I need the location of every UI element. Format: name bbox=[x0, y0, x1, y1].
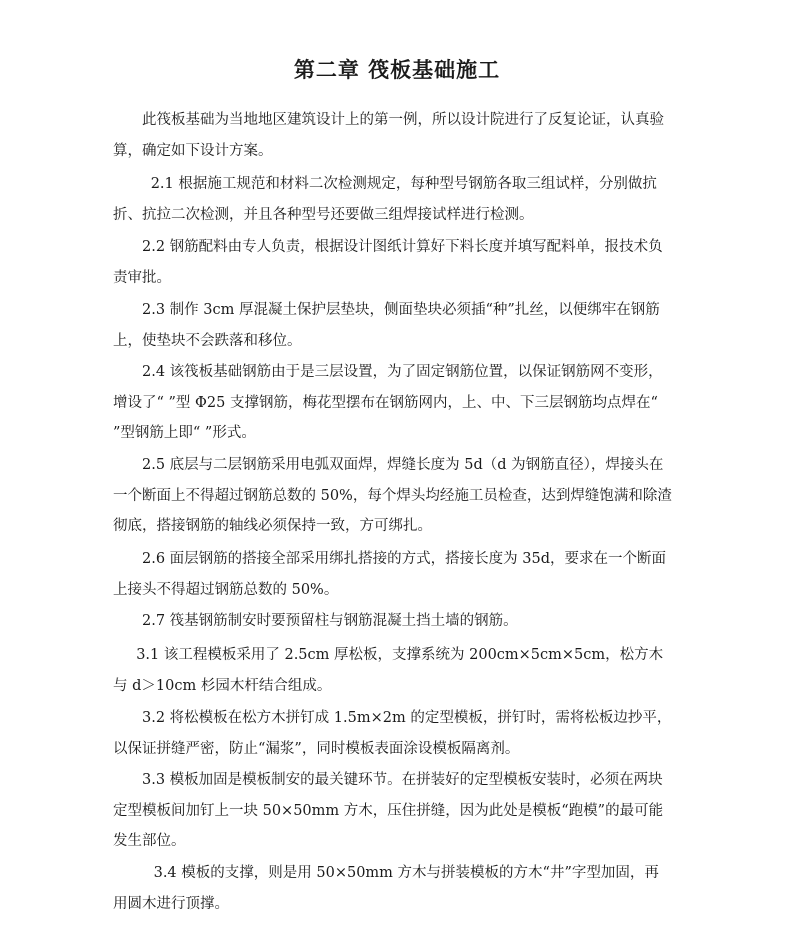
paragraph-2-3: 2.3 制作 3cm 厚混凝土保护层垫块，侧面垫块必须插“种”扎丝，以便绑牢在钢筋上，使垫块不会跌落和移位。 bbox=[113, 302, 660, 349]
paragraph-3-1: 3.1 该工程模板采用了 2.5cm 厚松板，支撑系统为 200cm×5cm×5cm，松方木与 d＞10cm 杉园木杆结合组成。 bbox=[113, 647, 664, 694]
paragraph-2-4: 2.4 该筏板基础钢筋由于是三层设置，为了固定钢筋位置，以保证钢筋网不变形，增设了“ ”型 Φ25 支撑钢筋，梅花型摆布在钢筋网内，上、中、下三层钢筋均点焊在“ ”型钢筋上即“ ”形式。 bbox=[113, 364, 663, 441]
paragraph-2-1: 2.1 根据施工规范和材料二次检测规定，每种型号钢筋各取三组试样，分别做抗折、抗拉二次检测，并且各种型号还要做三组焊接试样进行检测。 bbox=[113, 176, 657, 223]
paragraph-3-4: 3.4 模板的支撑，则是用 50×50mm 方木与拼装模板的方木“井”字型加固，再用圆木进行顶撑。 bbox=[113, 865, 659, 912]
paragraph-2-2: 2.2 钢筋配料由专人负责，根据设计图纸计算好下料长度并填写配料单，报技术负责审批。 bbox=[113, 239, 663, 286]
chapter-title: 第二章 筏板基础施工 bbox=[293, 58, 501, 82]
paragraph-2-7: 2.7 筏基钢筋制安时要预留柱与钢筋混凝土挡土墙的钢筋。 bbox=[142, 613, 518, 629]
paragraph-2-5: 2.5 底层与二层钢筋采用电弧双面焊，焊缝长度为 5d（d 为钢筋直径），焊接头在一个断面上不得超过钢筋总数的 50%，每个焊头均经施工员检查，达到焊缝饱满和除渣彻底，搭接钢筋的轴线必须保持一致，方可绑扎。 bbox=[113, 457, 672, 534]
paragraph-2-6: 2.6 面层钢筋的搭接全部采用绑扎搭接的方式，搭接长度为 35d，要求在一个断面上接头不得超过钢筋总数的 50%。 bbox=[113, 551, 667, 598]
paragraph-intro: 此筏板基础为当地地区建筑设计上的第一例，所以设计院进行了反复论证，认真验算，确定如下设计方案。 bbox=[113, 112, 664, 159]
paragraph-3-2: 3.2 将松模板在松方木拼钉成 1.5m×2m 的定型模板，拼钉时，需将松板边抄平，以保证拼缝严密，防止“漏浆”，同时模板表面涂设模板隔离剂。 bbox=[113, 710, 672, 757]
paragraph-3-3: 3.3 模板加固是模板制安的最关键环节。在拼装好的定型模板安装时，必须在两块定型模板间加钉上一块 50×50mm 方木，压住拼缝，因为此处是模板“跑模”的最可能发生部位。 bbox=[113, 772, 664, 849]
